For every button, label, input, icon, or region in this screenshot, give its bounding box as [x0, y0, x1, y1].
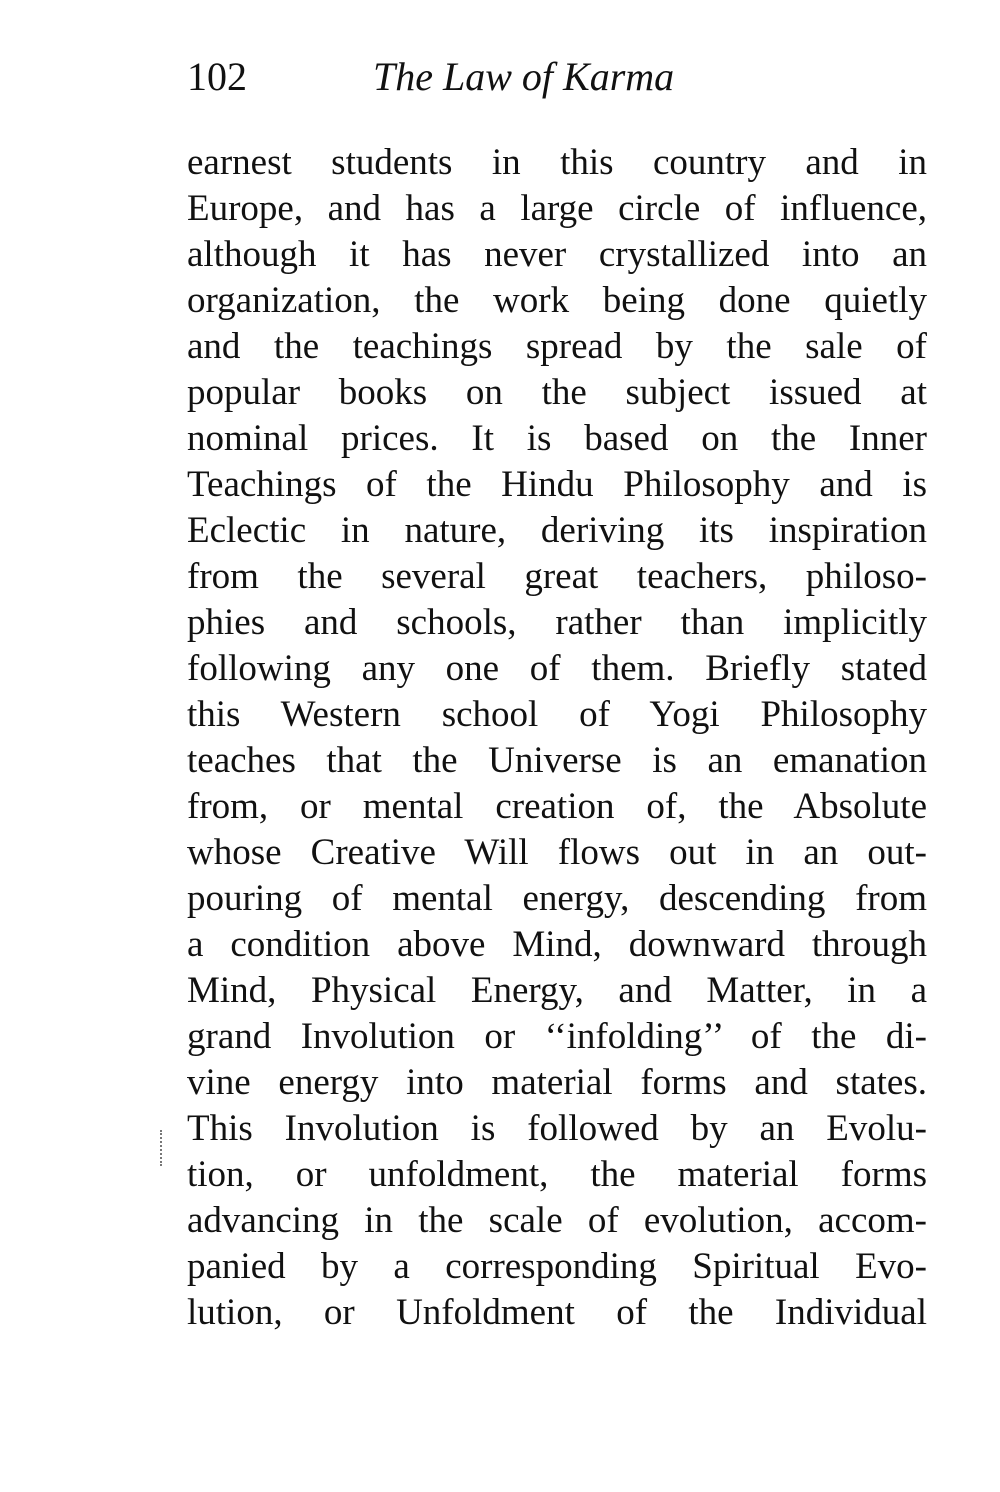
text-line: grand Involution or ‘‘infolding’’ of the di- [187, 1016, 927, 1057]
text-line: following any one of them. Briefly stated [187, 648, 927, 689]
text-line: tion, or unfoldment, the material forms [187, 1154, 927, 1195]
margin-dot-mark [160, 1130, 166, 1166]
text-line: Mind, Physical Energy, and Matter, in a [187, 970, 927, 1011]
text-line: This Involution is followed by an Evolu- [187, 1108, 927, 1149]
text-line: vine energy into material forms and states. [187, 1062, 927, 1103]
running-title: The Law of Karma [373, 54, 675, 99]
text-line: pouring of mental energy, descending from [187, 878, 927, 919]
text-line: lution, or Unfoldment of the Individual [187, 1292, 927, 1333]
text-line: earnest students in this country and in [187, 142, 927, 183]
text-line: panied by a corresponding Spiritual Evo- [187, 1246, 927, 1287]
text-line: this Western school of Yogi Philosophy [187, 694, 927, 735]
running-head [187, 52, 747, 102]
text-line: from, or mental creation of, the Absolute [187, 786, 927, 827]
text-line: from the several great teachers, philoso- [187, 556, 927, 597]
text-line: phies and schools, rather than implicitly [187, 602, 927, 643]
text-line: Europe, and has a large circle of influence, [187, 188, 927, 229]
page-number: 102 [187, 54, 247, 99]
text-line: a condition above Mind, downward through [187, 924, 927, 965]
text-line: and the teachings spread by the sale of [187, 326, 927, 367]
text-line: Teachings of the Hindu Philosophy and is [187, 464, 927, 505]
text-line: nominal prices. It is based on the Inner [187, 418, 927, 459]
text-line: although it has never crystallized into an [187, 234, 927, 275]
text-line: teaches that the Universe is an emanation [187, 740, 927, 781]
text-line: organization, the work being done quietly [187, 280, 927, 321]
text-line: whose Creative Will flows out in an out- [187, 832, 927, 873]
text-line: popular books on the subject issued at [187, 372, 927, 413]
text-line: advancing in the scale of evolution, accom- [187, 1200, 927, 1241]
body-text [187, 140, 927, 1336]
text-line: Eclectic in nature, deriving its inspiration [187, 510, 927, 551]
